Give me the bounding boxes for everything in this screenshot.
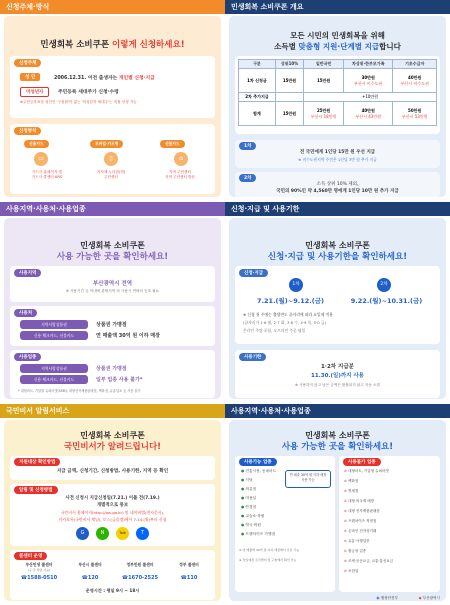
usable-business-card [235, 456, 335, 592]
apply-line: 국민비서 홈페이지(http://ips.go.kr) 및 네이버앱(전자문서), [60, 510, 165, 515]
unusable-item: ⊘ 프랜차이즈 직영점 [344, 519, 377, 523]
usage-place-card [10, 306, 215, 346]
check-method-card [10, 456, 215, 480]
support-table [238, 59, 437, 126]
title-em: 이렇게 신청하세요! [112, 40, 185, 50]
row-label: 1차 신청금 [239, 69, 276, 93]
table-header: 기초수급자 [393, 60, 437, 69]
round1-line1: 전 국민에게 1인당 15만 원 우선 지급 [299, 150, 376, 155]
section-label: 콜센터 운영 [14, 552, 47, 560]
panel-usable-business [225, 404, 450, 605]
round1-date: 7.21.(월)~9.12.(금) [257, 297, 324, 305]
panel-body [4, 16, 221, 197]
round2-note [235, 172, 440, 197]
usage-line: 연 매출액 30억 원 이하 매장 [96, 333, 160, 339]
deadline-line1: 1·2차 지급분 [321, 364, 354, 370]
usage-region-card [10, 266, 215, 302]
table-row [239, 69, 437, 93]
center-sub: (구·군 상담 가능) [27, 568, 51, 572]
title-line2: 사용 가능한 곳을 확인하세요! [281, 442, 394, 452]
busan-logo: ◆ 부산광역시 [418, 596, 440, 600]
naver-app-icon[interactable]: N [96, 527, 109, 540]
panel-schedule [225, 202, 450, 403]
panel-header: 신청주체·방식 [0, 0, 225, 14]
round1-badge: 1차 [289, 278, 303, 292]
section-label: 사용업종 [14, 353, 41, 361]
method-tag-card: 신용카드 [24, 140, 49, 148]
panel-notify-service [0, 404, 225, 605]
section-label: 알림 및 신청방법 [14, 486, 58, 494]
usable-item: ● 식당 [241, 478, 253, 482]
use-deadline-card [235, 350, 440, 398]
weekday-note: (끝자리가 1·6 월, 2·7 화, 3·8 수, 4·9 목, 5·0 금) [243, 320, 327, 325]
deadline-line2: 11.30.(일)까지 사용 [311, 373, 364, 379]
round2-line2: 국민의 90%인 약 4,560만 명에게 1인당 10만 원 추가 지급 [276, 189, 399, 194]
kakao-app-icon[interactable]: Talk [116, 527, 129, 540]
center-number[interactable]: ☎1588-0510 [20, 575, 58, 581]
title-line2: 소득별 맞춤형 지원·단계별 지급합니다 [274, 42, 401, 51]
center-number[interactable]: ☎120 [81, 575, 99, 581]
section-label: 지원대상 확인방법 [14, 458, 60, 466]
title-pre: 민생회복 소비쿠폰 [40, 40, 110, 50]
deadline-note: ※ 사용하지 않고 남은 금액은 환불되지 않고 자동 소멸 [294, 383, 381, 387]
building-icon: ⌂ [174, 152, 188, 166]
panel-usage-area [0, 202, 225, 403]
apply-schedule-card [235, 266, 440, 344]
call-center-card [10, 550, 215, 600]
section-label: 사용지역 [14, 269, 41, 277]
business-tag: 신용·체크카드, 선불카드 [20, 375, 88, 384]
table-cell: 30만원 부산시 비수도권 [344, 69, 393, 93]
round-tag: 1차 [239, 142, 256, 150]
unusable-item: ⊘ 온라인 전자상거래 [344, 529, 377, 533]
unusable-item: ⊘ 백화점 [344, 479, 359, 483]
title-line2: 신청·지급 및 사용기한을 확인하세요! [267, 252, 408, 262]
usage-tag: 신용·체크카드, 선불카드 [20, 331, 88, 340]
title-line1: 민생회복 소비쿠폰 [305, 431, 370, 440]
usable-item: ● 전통시장, 동네마트 [241, 469, 277, 473]
table-cell: 15만원 [275, 102, 303, 126]
phone-icon: ▯ [104, 152, 118, 166]
row-label: 2차 추가지급 [239, 93, 276, 102]
weekday-note: 온라인 주말 포함, 오프라인 주중 평일 [243, 328, 306, 333]
minor-tag: 미성년자 [20, 87, 49, 97]
round2-badge: 2차 [377, 278, 391, 292]
apply-line: 개별적으로 통보 [96, 503, 129, 508]
region-text: 부산광역시 전역 [92, 281, 133, 287]
panel-body [4, 218, 221, 399]
round1-line2: ※ 비수도권지역 주민은 1인당 3만 원 추가 지급 [298, 157, 377, 162]
minor-text: 주민등록 세대주가 신청·수령 [58, 90, 119, 95]
center-number[interactable]: ☎110 [180, 575, 198, 581]
round2-line1: 소득 상위 10% 제외, [316, 182, 359, 187]
usable-note: ※ 전입예정 주민센터 및 구청에서 확인 가능 [239, 558, 297, 562]
unusable-item: ⊘ 보험업 [344, 569, 359, 573]
title-line2: 국민비서가 알려드립니다! [63, 442, 162, 452]
panel-overview [225, 0, 450, 201]
business-note: * 대형마트, 기업형 슈퍼마켓(SSM), 대형전자제품판매점, 백화점, 유흥업소 등 사용 불가 [18, 389, 141, 393]
title-line1: 민생회복 소비쿠폰 [80, 241, 145, 250]
business-line: 일부 업종 사용 불가* [96, 377, 143, 383]
check-text: 지급 금액, 신청기간, 신청방법, 사용기한, 지역 등 확인 [56, 469, 169, 474]
center-number[interactable]: ☎1670-2525 [121, 575, 159, 581]
title-line1: 민생회복 소비쿠폰 [80, 431, 145, 440]
unusable-item: ⊘ 조세·공공요금, 교통·통신요금 [344, 559, 394, 563]
panel-header: 민생회복 소비쿠폰 개요 [225, 0, 450, 14]
table-cell: 40만원 부산시 비수도권 [393, 69, 437, 93]
adult-text: 2006.12.31. 이전 출생자는 개인별 신청·지급 [54, 76, 155, 81]
minor-note: ※주민등록표상 성인인 '구성원'이 없는 '미성년자 세대주'는 직접 신청 가능 [20, 100, 137, 104]
usable-item: ● 교습소·학원 [241, 514, 265, 518]
apply-line: 카카오톡(국민비서 채널), 토스(금융앱)에서 7.14.(월)부터 신청 [58, 517, 167, 522]
panel-body [229, 16, 446, 197]
usable-item: ● 미용실 [241, 496, 257, 500]
table-cell: 15만원 [275, 69, 303, 93]
apply-subject-card [10, 56, 215, 118]
section-label: 사용가능 업종 [239, 458, 277, 466]
panel-header: 국민비서 알림서비스 [0, 404, 225, 418]
round1-note [235, 140, 440, 168]
method-tag-mobile: 모바일·카드형 [90, 140, 123, 148]
unusable-item: ⊘ 대형마트, 기업형 슈퍼마켓 [344, 469, 389, 473]
usage-line: 상품권 가맹점 [96, 322, 127, 328]
unusable-item: ⊘ 환금성 업종 [344, 549, 367, 553]
ministry-logo: ◉ 행정안전부 [376, 596, 398, 600]
toss-app-icon[interactable]: T [136, 527, 149, 540]
method-tag-prepaid: 선불카드 [160, 140, 185, 148]
table-header: 구분 [239, 60, 276, 69]
apply-line: 사전 신청시 지급신청일(7.21.) 이틀 전(7.19.) [65, 496, 160, 501]
unusable-business-card [339, 456, 440, 592]
unusable-item: ⊘ 유흥·사행업종 [344, 539, 370, 543]
row-label: 합계 [239, 102, 276, 126]
panel-body [229, 420, 446, 601]
credit-card-icon: ▭ [34, 152, 48, 166]
center-name: 정부 콜센터 [179, 562, 199, 567]
title-line1: 민생회복 소비쿠폰 [305, 241, 370, 250]
notify-apply-card [10, 484, 215, 546]
table-row [239, 93, 437, 102]
region-note: ※ 사용기간 등 이내에 관할지역 외 사용시 연락처 등록 필요 [65, 289, 160, 293]
usable-item: ● 프랜차이즈 가맹점 [241, 532, 276, 536]
title-line2: 사용 가능한 곳을 확인하세요! [56, 252, 169, 262]
table-header-row [239, 60, 437, 69]
gov-app-icon[interactable]: G [76, 527, 89, 540]
support-table-card [235, 56, 440, 134]
title-line1: 모든 시민의 민생회복을 위해 [290, 31, 385, 40]
table-header: 차상위·한부모가족 [344, 60, 393, 69]
table-cell: 40만원 부산시 43만원 [344, 102, 393, 126]
table-row [239, 102, 437, 126]
method-text-mobile: 지자체 누리집(앱) 주민센터 [96, 170, 126, 179]
center-name: 부산민생 콜센터 [25, 562, 53, 567]
table-header: 일반국민 [304, 60, 344, 69]
panel-header: 사용지역·사용처·사용업종 [0, 202, 225, 216]
unusable-item: ⊘ 대형 외국계 매장 [344, 499, 374, 503]
usable-item: ● 약국·의원 [241, 523, 261, 527]
section-label: 사용처 [14, 309, 37, 317]
center-name: 부산시 콜센터 [78, 562, 102, 567]
adult-tag: 성 인 [20, 73, 40, 81]
unusable-item: ⊘ 면세점 [344, 489, 359, 493]
table-cell [275, 93, 303, 102]
section-label: 신청주체 [14, 59, 41, 67]
table-cell: 50만원 부산시 53만원 [393, 102, 437, 126]
method-text-prepaid: 지역 주민센터 지역 주민센터 방문 [164, 170, 196, 179]
weekday-note: ※ 신청 첫 주에는 출생연도 끝자리에 따라 요일제 적용 [243, 312, 333, 317]
panel-apply-method [0, 0, 225, 201]
section-label: 신청·지급 [239, 269, 268, 277]
usable-note: ※ 연 매출액 30억 원 이하 매장에서 사용 가능 [239, 548, 300, 552]
table-header: 상위10% [275, 60, 303, 69]
panel-header: 사용지역·사용처·사용업종 [225, 404, 450, 418]
section-label: 사용불가 업종 [343, 458, 381, 466]
panel-body [229, 218, 446, 399]
table-cell: 25만원 부산시 18만원 [304, 102, 344, 126]
panel-header: 신청·지급 및 사용기한 [225, 202, 450, 216]
usable-item: ● 의류점 [241, 487, 257, 491]
table-cell: +10만원 [304, 93, 437, 102]
usable-callout: 연 매출 30억 원 이하 매장 사용 가능 [285, 470, 331, 488]
usage-tag: 지역사랑상품권 [20, 320, 88, 329]
usable-item: ● 안경점 [241, 505, 257, 509]
business-tag: 지역사랑상품권 [20, 364, 88, 373]
method-text-card: 카드사 홈페이지·앱 카드사 콜센터·ARS [31, 170, 63, 179]
business-line: 상품권 가맹점 [96, 366, 127, 372]
operating-hours: 운영시간 : 평일 9시 ~ 18시 [85, 588, 140, 593]
page-title [4, 38, 221, 50]
section-label: 사용기한 [239, 353, 266, 361]
apply-method-card [10, 124, 215, 194]
section-label: 신청방식 [14, 127, 41, 135]
usage-business-card [10, 350, 215, 398]
round2-date: 9.22.(월)~10.31.(금) [350, 297, 423, 305]
table-cell: 15만원 [304, 69, 344, 93]
panel-body [4, 420, 221, 601]
center-name: 정부민원 콜센터 [126, 562, 154, 567]
round-tag: 2차 [239, 174, 256, 182]
unusable-item: ⊘ 대형 전자제품판매점 [344, 509, 380, 513]
